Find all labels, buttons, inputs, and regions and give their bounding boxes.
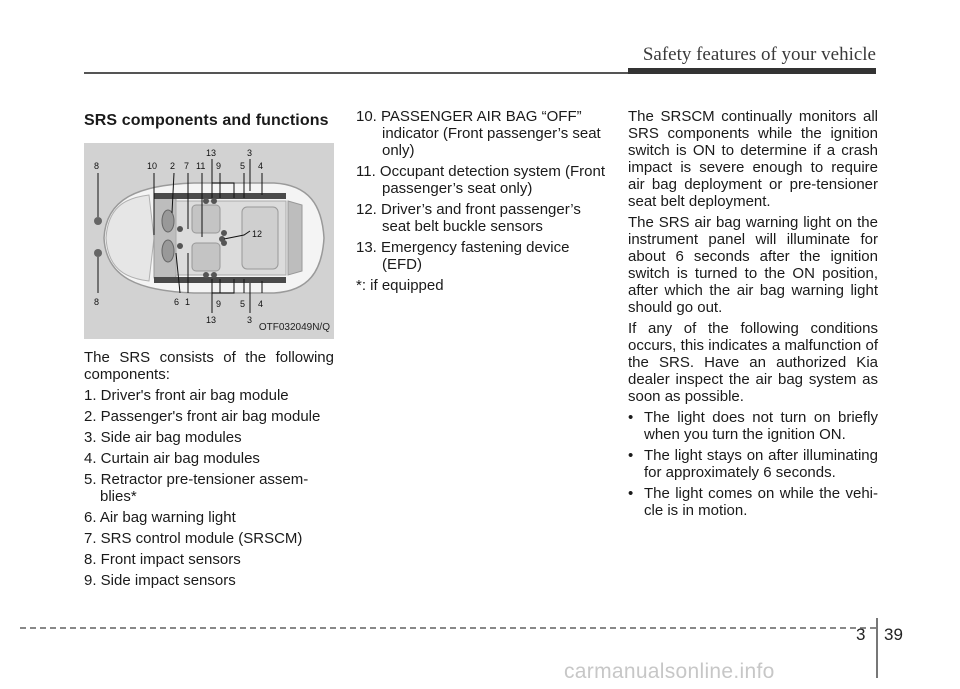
label-8-bottom: 8	[94, 297, 100, 307]
label-5-top: 5	[240, 161, 246, 171]
bullet-icon: •	[628, 409, 634, 426]
label-12: 12	[252, 229, 263, 239]
label-7: 7	[184, 161, 190, 171]
label-11: 11	[196, 161, 206, 171]
intro-text: The SRS consists of the following components:	[84, 349, 334, 383]
footnote: *: if equipped	[356, 277, 444, 294]
component-list-part2	[356, 108, 606, 273]
paragraph: If any of the following conditions occurs, this indicates a malfunction of the SRS. Have an authorized Kia dealer inspect the air bag system as soon as possible.	[628, 320, 878, 405]
list-item: 13. Emergency fastening device (EFD)	[356, 239, 570, 273]
list-item: 11. Occupant detection system (Front passenger’s seat only)	[356, 163, 606, 197]
list-item: 10. PASSENGER AIR BAG “OFF” indicator (Front passenger’s seat only)	[356, 108, 601, 159]
label-5-bottom: 5	[240, 299, 246, 309]
list-item: 8. Front impact sensors	[84, 551, 241, 568]
list-item	[628, 409, 878, 443]
bullet-text: The light does not turn on briefly when you turn the ignition ON.	[644, 409, 878, 443]
header-rule-accent	[628, 68, 876, 74]
component-list-part1	[84, 387, 334, 589]
label-9-top: 9	[216, 161, 222, 171]
label-13-bottom: 13	[206, 315, 217, 325]
list-item: 12. Driver’s and front passenger’s seat belt buckle sensors	[356, 201, 581, 235]
list-item: 9. Side impact sensors	[84, 572, 236, 589]
column-middle	[356, 108, 606, 298]
list-item: 3. Side air bag modules	[84, 429, 242, 446]
header-title: Safety features of your vehicle	[642, 44, 876, 65]
label-2: 2	[170, 161, 176, 171]
bullet-text: The light comes on while the vehi-cle is in motion.	[644, 485, 878, 519]
label-9-bottom: 9	[216, 299, 222, 309]
list-item	[628, 447, 878, 481]
label-3-bottom: 3	[247, 315, 253, 325]
car-topview-illustration	[84, 143, 334, 339]
bullet-text: The light stays on after illuminating for approximately 6 seconds.	[644, 447, 878, 481]
bullet-icon: •	[628, 485, 634, 502]
section-title: SRS components and functions	[84, 112, 329, 129]
list-item: 6. Air bag warning light	[84, 509, 236, 526]
label-1: 1	[185, 297, 191, 307]
list-item: 4. Curtain air bag modules	[84, 450, 260, 467]
paragraph: The SRSCM continually monitors all SRS components while the ignition switch is ON to determine if a crash impact is severe enough to require air bag deployment or pre-tensioner seat belt deployment.	[628, 108, 878, 210]
page-number-divider	[876, 618, 878, 678]
list-item: 7. SRS control module (SRSCM)	[84, 530, 303, 547]
paragraph: The SRS air bag warning light on the instrument panel will illuminate for about 6 seconds after the ignition switch is turned to the ON position, after which the air bag warning light should go out.	[628, 214, 878, 316]
watermark: carmanualsonline.info	[564, 660, 775, 683]
list-item	[628, 485, 878, 519]
srs-diagram	[84, 143, 334, 339]
label-13-top: 13	[206, 148, 217, 158]
list-item: 1. Driver's front air bag module	[84, 387, 289, 404]
label-6: 6	[174, 297, 180, 307]
column-right	[628, 108, 878, 523]
label-8-top: 8	[94, 161, 100, 171]
label-4-top: 4	[258, 161, 264, 171]
bullet-icon: •	[628, 447, 634, 464]
label-4-bottom: 4	[258, 299, 264, 309]
list-item: 2. Passenger's front air bag module	[84, 408, 321, 425]
footer-divider	[20, 627, 876, 629]
label-3-top: 3	[247, 148, 253, 158]
label-10: 10	[147, 161, 158, 171]
malfunction-list	[628, 409, 878, 519]
page-number: 39	[884, 625, 903, 644]
figure-caption: OTF032049N/Q	[258, 322, 330, 333]
list-item: 5. Retractor pre-tensioner assem-blies*	[84, 471, 309, 505]
section-number: 3	[856, 625, 866, 644]
column-left	[84, 108, 334, 593]
